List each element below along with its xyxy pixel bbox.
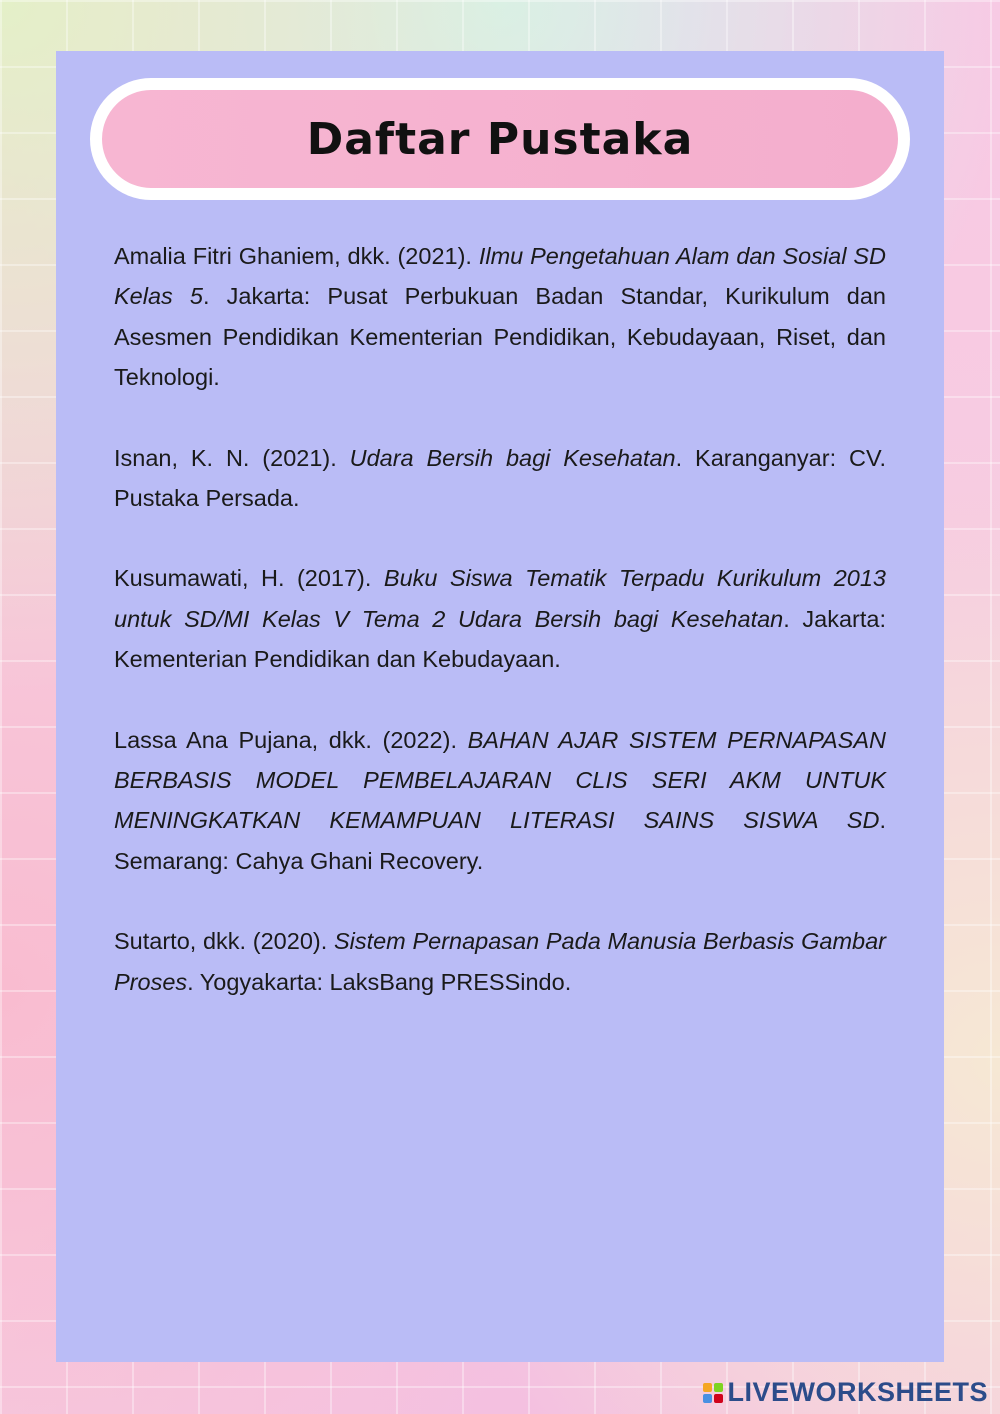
reference-author-year: Lassa Ana Pujana, dkk. (2022).: [114, 726, 468, 753]
reference-title: BAHAN AJAR SISTEM PERNAPASAN BERBASIS MODEL PEMBELAJARAN CLIS SERI AKM UNTUK MENINGKATKAN KEMAMPUAN LITERASI SAINS SISWA SD: [114, 726, 886, 834]
title-banner: [90, 78, 910, 200]
liveworksheets-logo-icon: [703, 1383, 723, 1403]
reference-title: Sistem Pernapasan Pada Manusia Berbasis Gambar Proses: [114, 928, 886, 995]
page-title: Daftar Pustaka: [306, 113, 694, 165]
logo-square-e: [714, 1394, 723, 1403]
logo-square-l: [703, 1383, 712, 1392]
reference-publisher: . Jakarta: Pusat Perbukuan Badan Standar, Kurikulum dan Asesmen Pendidikan Kementerian Pendidikan, Kebudayaan, Riset, dan Teknologi.: [114, 283, 887, 391]
reference-author-year: Amalia Fitri Ghaniem, dkk. (2021).: [114, 243, 479, 269]
reference-publisher: . Karanganyar: CV. Pustaka Persada.: [114, 444, 886, 512]
reference-title: Buku Siswa Tematik Terpadu Kurikulum 2013 untuk SD/MI Kelas V Tema 2 Udara Bersih bagi Kesehatan: [114, 565, 887, 632]
reference-publisher: . Jakarta: Kementerian Pendidikan dan Kebudayaan.: [114, 605, 886, 673]
reference-author-year: Kusumawati, H. (2017).: [114, 565, 384, 592]
logo-square-v: [703, 1394, 712, 1403]
reference-publisher: . Yogyakarta: LaksBang PRESSindo.: [187, 968, 572, 995]
reference-publisher: . Semarang: Cahya Ghani Recovery.: [114, 807, 886, 874]
liveworksheets-brand-link[interactable]: [703, 1377, 988, 1408]
reference-author-year: Isnan, K. N. (2021).: [114, 444, 350, 471]
reference-item: [114, 720, 886, 882]
reference-item: [114, 438, 886, 519]
reference-title: Udara Bersih bagi Kesehatan: [349, 444, 676, 471]
brand-name: LIVEWORKSHEETS: [727, 1377, 988, 1407]
reference-item: [114, 236, 886, 398]
reference-item: [114, 558, 886, 679]
reference-item: [114, 921, 886, 1002]
reference-title: Ilmu Pengetahuan Alam dan Sosial SD Kelas 5: [114, 243, 886, 310]
reference-author-year: Sutarto, dkk. (2020).: [114, 928, 334, 955]
logo-square-i: [714, 1383, 723, 1392]
reference-list: [114, 236, 886, 1042]
